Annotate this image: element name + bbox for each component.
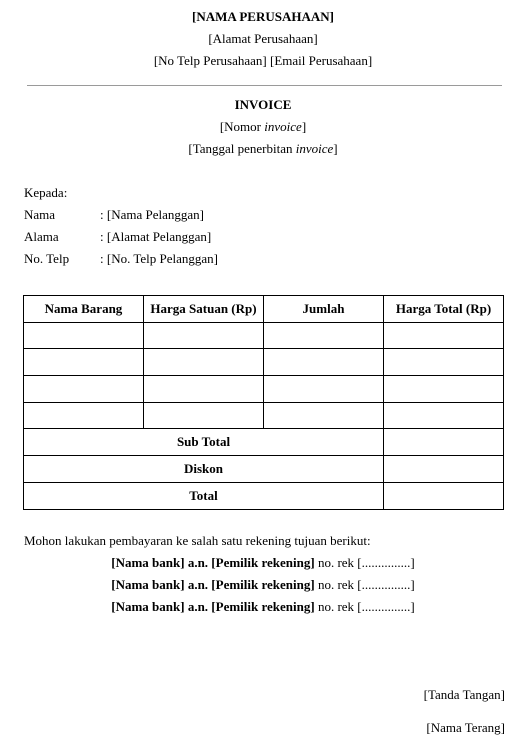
invoice-date-prefix: [Tanggal penerbitan — [188, 141, 296, 156]
col-header-item-name: Nama Barang — [24, 296, 144, 323]
payment-account-3 — [0, 599, 526, 615]
bank-owner: [Nama bank] a.n. [Pemilik rekening] — [111, 577, 315, 592]
table-cell — [264, 322, 384, 349]
recipient-address-label: Alama — [24, 229, 59, 244]
table-cell — [384, 322, 504, 349]
table-cell — [24, 349, 144, 376]
recipient-name-value: : [Nama Pelanggan] — [100, 207, 204, 222]
discount-label: Diskon — [24, 456, 384, 483]
payment-account-2 — [0, 577, 526, 593]
table-row — [24, 376, 504, 403]
company-address: [Alamat Perusahaan] — [208, 31, 318, 46]
total-value — [384, 482, 504, 509]
subtotal-value — [384, 429, 504, 456]
recipient-name-label: Nama — [24, 207, 56, 222]
company-name: [NAMA PERUSAHAAN] — [192, 9, 334, 24]
table-cell — [264, 349, 384, 376]
col-header-unit-price: Harga Satuan (Rp) — [144, 296, 264, 323]
account-number: no. rek [...............] — [314, 555, 415, 570]
table-cell — [144, 322, 264, 349]
invoice-date-italic: invoice — [295, 141, 334, 156]
subtotal-label: Sub Total — [24, 429, 384, 456]
company-contact: [No Telp Perusahaan] [Email Perusahaan] — [153, 53, 373, 68]
discount-row — [24, 456, 504, 483]
bank-owner: [Nama bank] a.n. [Pemilik rekening] — [111, 555, 315, 570]
invoice-number-prefix: [Nomor — [219, 119, 265, 134]
table-cell — [24, 322, 144, 349]
table-row — [24, 322, 504, 349]
col-header-total-price: Harga Total (Rp) — [384, 296, 504, 323]
invoice-date-suffix: ] — [333, 141, 338, 156]
invoice-number-italic: invoice — [264, 119, 302, 134]
payment-intro: Mohon lakukan pembayaran ke salah satu rekening tujuan berikut: — [24, 533, 371, 548]
table-cell — [24, 402, 144, 429]
recipient-heading: Kepada: — [24, 185, 68, 200]
invoice-date — [0, 141, 526, 157]
table-row — [24, 349, 504, 376]
subtotal-row — [24, 429, 504, 456]
payment-account-1 — [0, 555, 526, 571]
table-cell — [384, 349, 504, 376]
recipient-phone-value: : [No. Telp Pelanggan] — [100, 251, 218, 266]
table-cell — [264, 402, 384, 429]
invoice-title: INVOICE — [234, 97, 292, 112]
table-row — [24, 402, 504, 429]
header-divider — [27, 85, 502, 86]
col-header-quantity: Jumlah — [264, 296, 384, 323]
table-header-row — [24, 296, 504, 323]
recipient-phone-label: No. Telp — [24, 251, 70, 266]
invoice-number-suffix: ] — [301, 119, 307, 134]
invoice-number — [0, 119, 526, 135]
table-cell — [264, 376, 384, 403]
signature-name: [Nama Terang] — [426, 720, 505, 735]
table-cell — [384, 376, 504, 403]
table-cell — [384, 402, 504, 429]
discount-value — [384, 456, 504, 483]
bank-owner: [Nama bank] a.n. [Pemilik rekening] — [111, 599, 315, 614]
account-number: no. rek [...............] — [314, 577, 415, 592]
total-row — [24, 482, 504, 509]
invoice-table — [23, 295, 504, 510]
recipient-address-value: : [Alamat Pelanggan] — [100, 229, 212, 244]
table-cell — [144, 376, 264, 403]
total-label: Total — [24, 482, 384, 509]
table-cell — [144, 349, 264, 376]
signature-placeholder: [Tanda Tangan] — [423, 687, 505, 702]
account-number: no. rek [...............] — [314, 599, 415, 614]
table-cell — [24, 376, 144, 403]
table-cell — [144, 402, 264, 429]
